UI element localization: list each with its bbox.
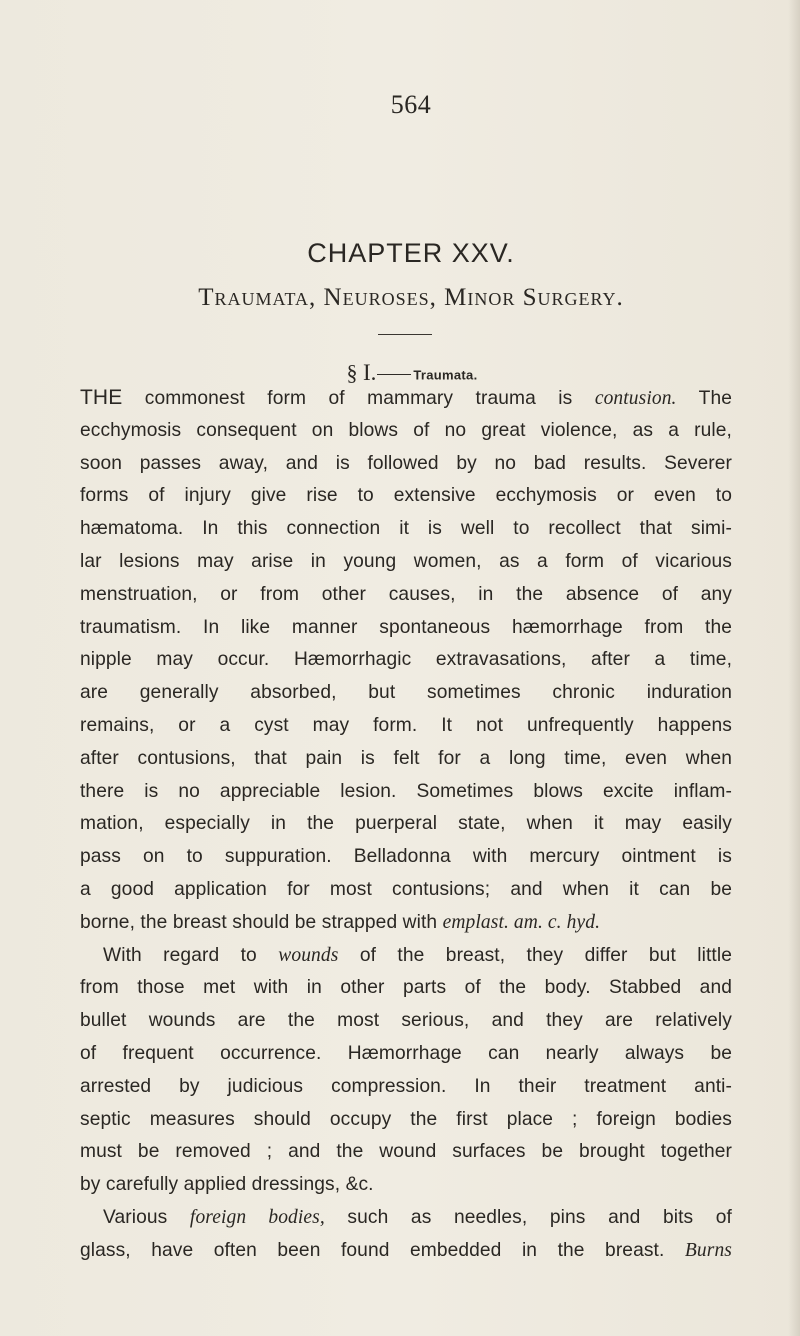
text-line: forms of injury give rise to extensive ecchymosis or even to xyxy=(80,485,732,507)
italic-term: foreign bodies, xyxy=(189,1206,325,1228)
text-line: arrested by judicious compression. In their treatment anti- xyxy=(80,1075,732,1097)
chapter-subtitle: Traumata, Neuroses, Minor Surgery. xyxy=(198,284,624,311)
text-line: With regard to wounds of the breast, they differ but little xyxy=(103,944,732,966)
text-line: hæmatoma. In this connection it is well to recollect that simi- xyxy=(80,518,732,540)
page-edge-shadow xyxy=(788,0,800,1336)
text-line: ecchymosis consequent on blows of no great violence, as a rule, xyxy=(80,419,732,441)
text-line: soon passes away, and is followed by no bad results. Severer xyxy=(80,452,732,474)
text-line: by carefully applied dressings, &c. xyxy=(80,1174,374,1196)
title-divider xyxy=(378,334,432,335)
text-line: menstruation, or from other causes, in the absence of any xyxy=(80,583,732,605)
text-line: traumatism. In like manner spontaneous hæmorrhage from the xyxy=(80,616,732,638)
text-line: from those met with in other parts of the body. Stabbed and xyxy=(80,977,732,999)
text-line: of frequent occurrence. Hæmorrhage can nearly always be xyxy=(80,1042,732,1064)
text-line: a good application for most contusions; and when it can be xyxy=(80,878,732,900)
italic-term: Burns xyxy=(684,1239,732,1261)
text-line: must be removed ; and the wound surfaces be brought together xyxy=(80,1141,732,1163)
text-line: borne, the breast should be strapped with emplast. am. c. hyd. xyxy=(80,911,601,933)
text-line: glass, have often been found embedded in the breast. Burns xyxy=(80,1239,732,1261)
italic-term: emplast. am. c. hyd. xyxy=(442,911,601,933)
section-symbol: § xyxy=(346,360,358,385)
text-line: remains, or a cyst may form. It not unfrequently happens xyxy=(80,714,732,736)
text-line: mation, especially in the puerperal state, when it may easily xyxy=(80,813,732,835)
text-line: lar lesions may arise in young women, as a form of vicarious xyxy=(80,550,732,572)
text-line: pass on to suppuration. Belladonna with mercury ointment is xyxy=(80,846,732,868)
chapter-title: CHAPTER XXV. xyxy=(307,238,515,268)
body-text xyxy=(80,382,732,1268)
text-line: bullet wounds are the most serious, and they are relatively xyxy=(80,1010,732,1032)
italic-term: contusion. xyxy=(594,388,677,409)
text-line: septic measures should occupy the first place ; foreign bodies xyxy=(80,1108,732,1130)
section-dash xyxy=(377,374,411,375)
text-line: there is no appreciable lesion. Sometimes blows excite inflam- xyxy=(80,780,732,802)
text-line: Various foreign bodies, such as needles, pins and bits of xyxy=(103,1206,732,1228)
text-line: THE commonest form of mammary trauma is contusion. The xyxy=(80,386,732,409)
text-line: after contusions, that pain is felt for a long time, even when xyxy=(80,747,732,769)
section-name: Traumata. xyxy=(413,367,478,383)
section-number: I. xyxy=(362,360,377,385)
text-line: nipple may occur. Hæmorrhagic extravasations, after a time, xyxy=(80,649,732,671)
italic-term: wounds xyxy=(278,944,339,966)
text-line: are generally absorbed, but sometimes chronic induration xyxy=(80,682,732,704)
page-number: 564 xyxy=(390,90,432,119)
